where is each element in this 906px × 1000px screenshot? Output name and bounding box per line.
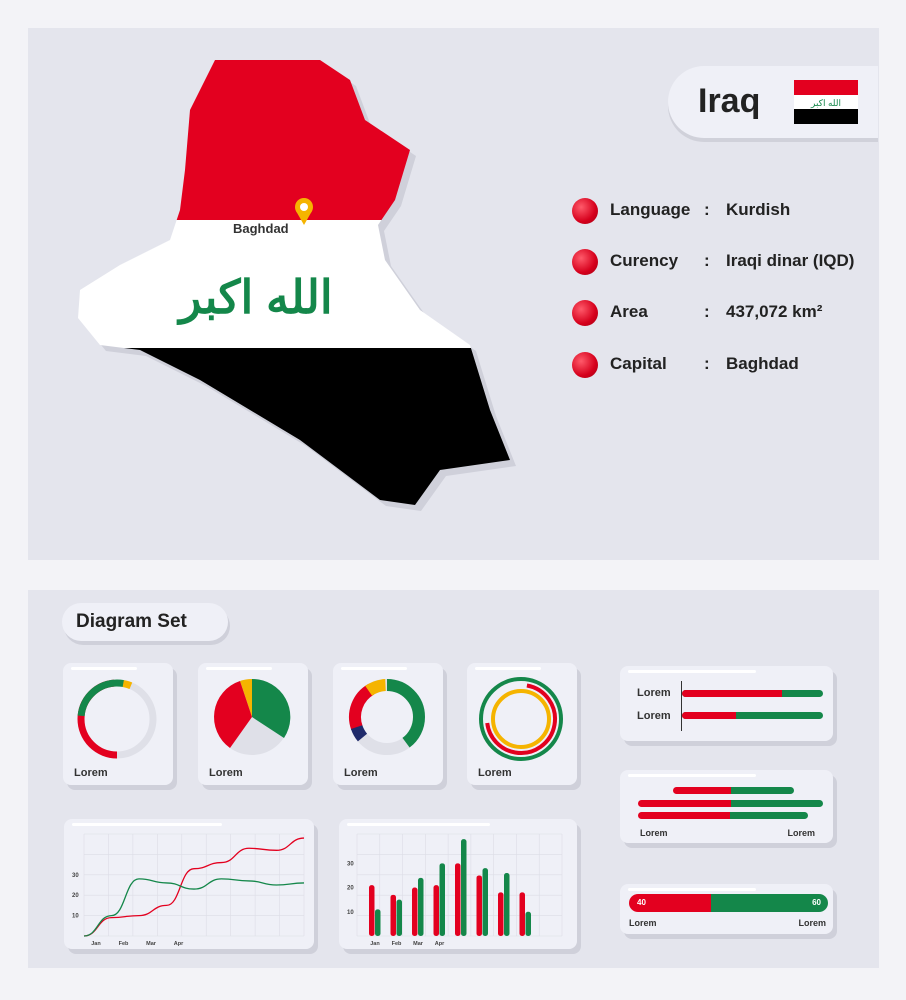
concentric-rings-card: [467, 663, 577, 785]
bar-green: [440, 863, 446, 936]
card-label: Lorem: [344, 767, 378, 779]
progress-bar: [629, 894, 828, 912]
bar-red: [498, 892, 504, 936]
h-bar: [682, 690, 823, 697]
bar-red: [455, 863, 461, 936]
donut-chart-card: [333, 663, 443, 785]
bullet-icon: [572, 249, 598, 275]
bar-red: [369, 885, 375, 936]
bar-red: [434, 885, 440, 936]
info-value: Baghdad: [726, 354, 799, 373]
info-key: Capital: [610, 354, 667, 373]
card-label: Lorem: [74, 767, 108, 779]
bar-green: [504, 873, 510, 936]
iraq-flag-icon: [794, 80, 858, 124]
info-key: Language: [610, 200, 691, 219]
pie-chart-card: [198, 663, 308, 785]
card-label: Lorem: [209, 767, 243, 779]
line-chart: [64, 819, 314, 949]
series-line-green: [84, 879, 304, 936]
svg-text:الله اكبر: الله اكبر: [810, 98, 842, 108]
capital-marker-label: Baghdad: [233, 221, 289, 236]
bar-green: [375, 909, 381, 936]
y-tick-label: 30: [347, 861, 354, 868]
bar-red: [412, 888, 418, 936]
info-value: Kurdish: [726, 200, 791, 219]
bar-green: [418, 878, 424, 936]
progress-right-value: 60: [812, 898, 821, 907]
progress-left-value: 40: [637, 898, 646, 907]
y-tick-label: 20: [72, 893, 79, 900]
y-tick-label: 20: [347, 885, 354, 892]
donut-chart: [333, 663, 443, 763]
x-tick-label: Apr: [434, 941, 445, 947]
bullet-icon: [572, 300, 598, 326]
diagram-set-title: Diagram Set: [62, 603, 228, 641]
country-title: [668, 66, 878, 138]
separator: :: [704, 354, 710, 373]
diverging-bar: [673, 787, 794, 794]
x-tick-label: Mar: [146, 941, 156, 947]
bullet-icon: [572, 352, 598, 378]
bar-label: Lorem: [637, 687, 671, 699]
concentric-rings-chart: [467, 663, 577, 763]
card-label: Lorem: [478, 767, 512, 779]
ring-chart: [63, 663, 173, 763]
info-key: Curency: [610, 251, 679, 270]
bullet-icon: [572, 198, 598, 224]
info-value: Iraqi dinar (IQD): [726, 251, 855, 270]
y-tick-label: 10: [347, 909, 354, 916]
info-value: 437,072 km²: [726, 302, 823, 321]
separator: :: [704, 251, 710, 270]
info-key: Area: [610, 302, 648, 321]
series-line-red: [84, 838, 304, 936]
diverging-bars-card: [620, 770, 833, 843]
progress-card: [620, 884, 833, 934]
y-tick-label: 10: [72, 913, 79, 920]
x-tick-label: Mar: [413, 941, 423, 947]
bar-green: [526, 912, 532, 936]
h-bar: [682, 712, 823, 719]
x-tick-label: Apr: [173, 941, 184, 947]
bar-chart: [339, 819, 577, 949]
bar-red: [477, 875, 483, 936]
bar-green: [483, 868, 489, 936]
line-chart-card: [64, 819, 314, 949]
bar-chart-card: [339, 819, 577, 949]
bar-red: [520, 892, 526, 936]
x-tick-label: Feb: [391, 941, 402, 947]
bar-green: [397, 900, 403, 936]
x-tick-label: Jan: [370, 941, 380, 947]
bar-label: Lorem: [637, 710, 671, 722]
flag-takbir-text: الله اكبر: [179, 271, 333, 323]
separator: :: [704, 302, 710, 321]
card-label: Lorem: [640, 828, 668, 838]
bar-green: [461, 839, 467, 936]
card-label: Lorem: [629, 918, 657, 928]
bar-red: [391, 895, 397, 936]
diverging-bar: [638, 800, 823, 807]
separator: :: [704, 200, 710, 219]
diverging-bar: [638, 812, 808, 819]
country-name: Iraq: [698, 82, 761, 120]
ring-chart-card: [63, 663, 173, 785]
pie-chart: [198, 663, 308, 763]
x-tick-label: Feb: [118, 941, 129, 947]
horizontal-bars-card: [620, 666, 833, 741]
x-tick-label: Jan: [91, 941, 101, 947]
y-tick-label: 30: [72, 872, 79, 879]
card-label: Lorem: [798, 918, 826, 928]
card-label: Lorem: [787, 828, 815, 838]
